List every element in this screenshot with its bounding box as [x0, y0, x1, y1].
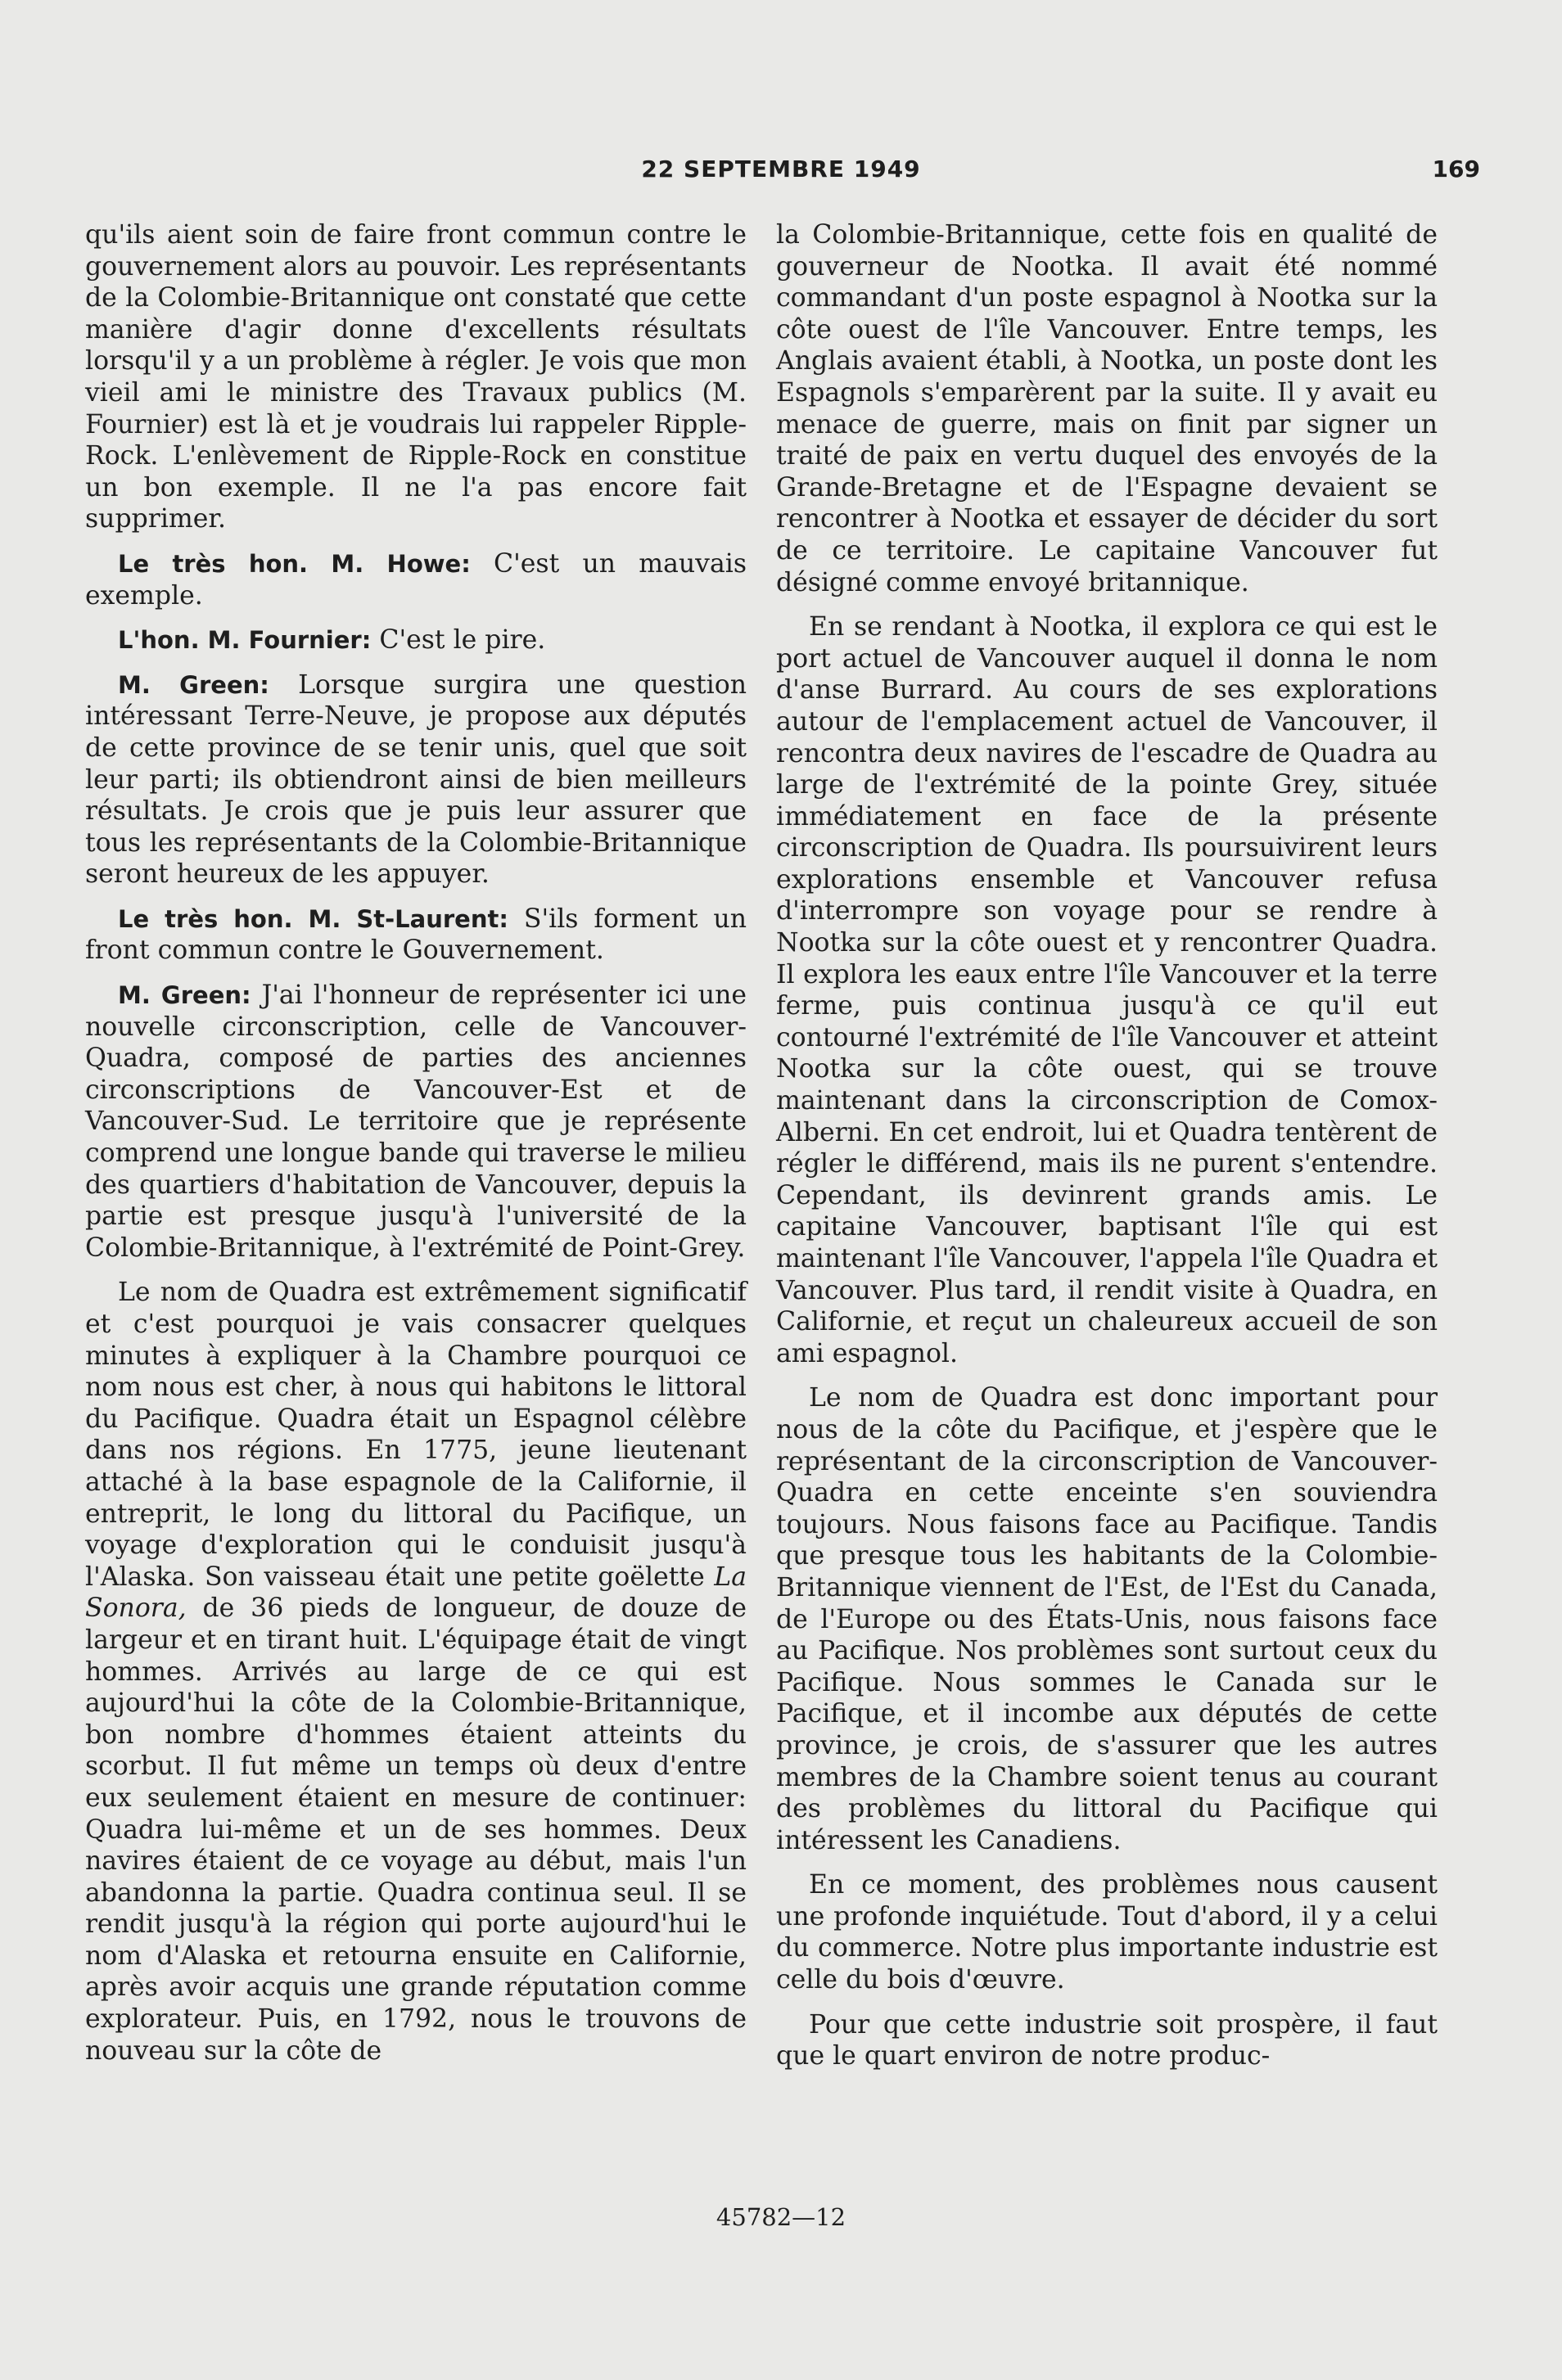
- paragraph: [85, 548, 747, 611]
- paragraph: qu'ils aient soin de faire front commun contre le gouvernement alors au pouvoir. Les représentants de la Colombie-Britannique ont constaté que cette manière d'agir donne d'excellents résultats lorsqu'il y a un problème à régler. Je vois que mon vieil ami le ministre des Travaux publics (M. Fournier) est là et je voudrais lui rappeler Ripple-Rock. L'enlèvement de Ripple-Rock en constitue un bon exemple. Il ne l'a pas encore fait supprimer.: [85, 220, 747, 534]
- speaker-name: Le très hon. M. Howe:: [118, 549, 471, 578]
- header-date: 22 SEPTEMBRE 1949: [641, 156, 921, 183]
- paragraph: Le nom de Quadra est donc important pour nous de la côte du Pacifique, et j'espère que le représentant de la circonscription de Vancouver-Quadra en cette enceinte s'en souviendra toujours. Nous faisons face au Pacifique. Tandis que presque tous les habitants de la Colombie-Britannique viennent de l'Est, de l'Est du Canada, de l'Europe ou des États-Unis, nous faisons face au Pacifique. Nos problèmes sont surtout ceux du Pacifique. Nous sommes le Canada sur le Pacifique, et il incombe aux députés de cette province, je crois, de s'assurer que les autres membres de la Chambre soient tenus au courant des problèmes du littoral du Pacifique qui intéressent les Canadiens.: [776, 1383, 1438, 1855]
- speech-text: Lorsque surgira une question intéressant Terre-Neuve, je propose aux députés de cette province de se tenir unis, quel que soit leur parti; ils obtiendront ainsi de bien meilleurs résultats. Je crois que je puis leur assurer que tous les représentants de la Colombie-Britannique seront heureux de les appuyer.: [85, 669, 747, 890]
- paragraph: [85, 1277, 747, 2067]
- speaker-name: L'hon. M. Fournier:: [118, 626, 372, 655]
- speaker-name: M. Green:: [118, 981, 251, 1010]
- speech-text: S'ils forment un front commun contre le Gouvernement.: [85, 904, 747, 966]
- right-column: [776, 219, 1438, 2085]
- paragraph: la Colombie-Britannique, cette fois en qualité de gouverneur de Nootka. Il avait été nommé commandant d'un poste espagnol à Nootka sur la côte ouest de l'île Vancouver. Entre temps, les Anglais avaient établi, à Nootka, un poste dont les Espagnols s'emparèrent par la suite. Il y avait eu menace de guerre, mais on finit par signer un traité de paix en vertu duquel des envoyés de la Grande-Bretagne et de l'Espagne devaient se rencontrer à Nootka et essayer de décider du sort de ce territoire. Le capitaine Vancouver fut désigné comme envoyé britannique.: [776, 220, 1438, 597]
- paragraph: [85, 904, 747, 967]
- paragraph: En ce moment, des problèmes nous causent une profonde inquiétude. Tout d'abord, il y a celui du commerce. Notre plus importante industrie est celle du bois d'œuvre.: [776, 1870, 1438, 1995]
- ship-name: La Sonora,: [85, 1562, 747, 1624]
- speaker-name: M. Green:: [118, 670, 269, 699]
- paragraph: [85, 980, 747, 1264]
- speech-text: C'est un mauvais exemple.: [85, 548, 747, 611]
- paragraph: En se rendant à Nootka, il explora ce qui est le port actuel de Vancouver auquel il donna le nom d'anse Burrard. Au cours de ses explorations autour de l'emplacement actuel de Vancouver, il rencontra deux navires de l'escadre de Quadra au large de l'extrémité de la pointe Grey, située immédiatement en face de la présente circonscription de Quadra. Ils poursuivirent leurs explorations ensemble et Vancouver refusa d'interrompre son voyage pour se rendre à Nootka sur la côte ouest et y rencontrer Quadra. Il explora les eaux entre l'île Vancouver et la terre ferme, puis continua jusqu'à ce qu'il eut contourné l'extrémité de l'île Vancouver et atteint Nootka sur la côte ouest, qui se trouve maintenant dans la circonscription de Comox-Alberni. En cet endroit, lui et Quadra tentèrent de régler le différend, mais ils ne purent s'entendre. Cependant, ils devinrent grands amis. Le capitaine Vancouver, baptisant l'île qui est maintenant l'île Vancouver, l'appela l'île Quadra et Vancouver. Plus tard, il rendit visite à Quadra, en Californie, et reçut un chaleureux accueil de son ami espagnol.: [776, 612, 1438, 1368]
- printer-signature: 45782—12: [716, 2203, 846, 2231]
- page-number: 169: [1432, 156, 1480, 183]
- speech-text: C'est le pire.: [371, 625, 546, 656]
- paragraph: Pour que cette industrie soit prospère, il faut que le quart environ de notre produc-: [776, 2009, 1438, 2071]
- paragraph: [85, 669, 747, 890]
- page-header: [82, 156, 1480, 192]
- speech-text: J'ai l'honneur de représenter ici une nouvelle circonscription, celle de Vancouver-Quadra, composé de parties des anciennes circonscriptions de Vancouver-Est et de Vancouver-Sud. Le territoire que je représente comprend une longue bande qui traverse le milieu des quartiers d'habitation de Vancouver, depuis la partie est presque jusqu'à l'université de la Colombie-Britannique, à l'extrémité de Point-Grey.: [85, 980, 747, 1263]
- speech-text: de 36 pieds de longueur, de douze de largeur et en tirant huit. L'équipage était de vingt hommes. Arrivés au large de ce qui est aujourd'hui la côte de la Colombie-Britannique, bon nombre d'hommes étaient atteints du scorbut. Il fut même un temps où deux d'entre eux seulement étaient en mesure de continuer: Quadra lui-même et un de ses hommes. Deux navires étaient de ce voyage au début, mais l'un abandonna la partie. Quadra continua seul. Il se rendit jusqu'à la région qui porte aujourd'hui le nom d'Alaska et retourna ensuite en Californie, après avoir acquis une grande réputation comme explorateur. Puis, en 1792, nous le trouvons de nouveau sur la côte de: [85, 1593, 747, 2066]
- paragraph: [85, 624, 747, 656]
- left-column: [85, 219, 747, 2080]
- speaker-name: Le très hon. M. St-Laurent:: [118, 904, 508, 933]
- speech-text: Le nom de Quadra est extrêmement significatif et c'est pourquoi je vais consacrer quelques minutes à expliquer à la Chambre pourquoi ce nom nous est cher, à nous qui habitons le littoral du Pacifique. Quadra était un Espagnol célèbre dans nos régions. En 1775, jeune lieutenant attaché à la base espagnole de la Californie, il entreprit, le long du littoral du Pacifique, un voyage d'exploration qui le conduisit jusqu'à l'Alaska. Son vaisseau était une petite goëlette: [85, 1278, 747, 1592]
